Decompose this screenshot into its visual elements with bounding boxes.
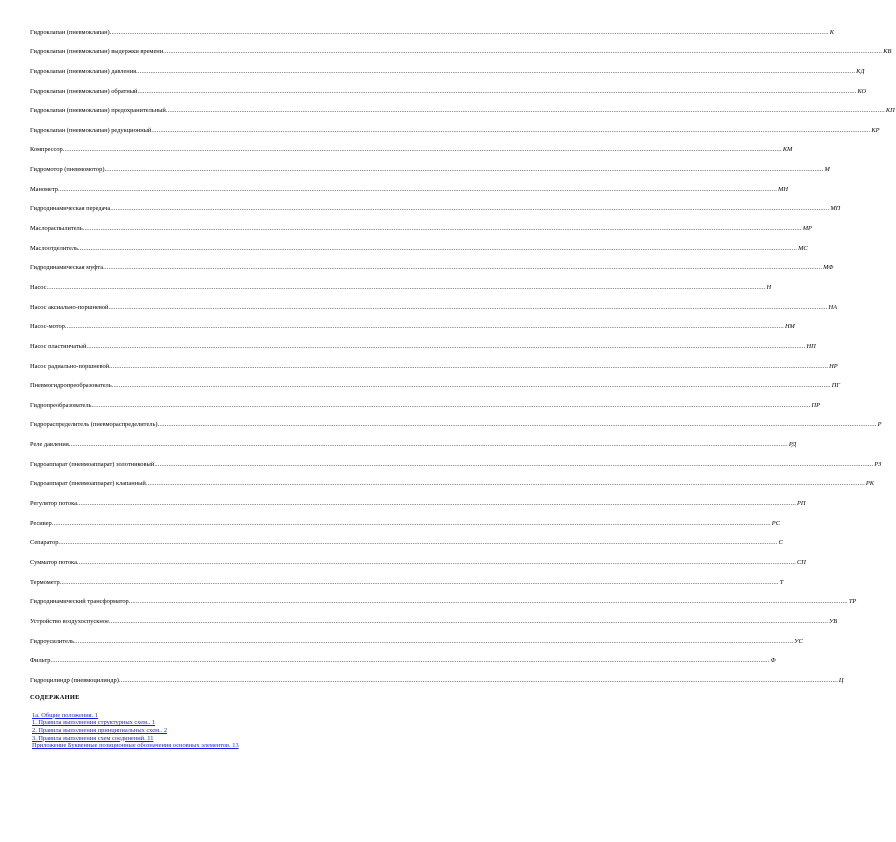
dot-leader: ................................................................................................................................................................................................................................................................................................................................................................................................................ <box>46 283 766 291</box>
designation-row <box>30 292 838 312</box>
designation-row <box>30 371 840 391</box>
element-name: Термометр <box>30 578 60 586</box>
element-name: Маслораспылитель <box>30 225 83 233</box>
element-code: ПГ <box>831 382 840 390</box>
toc-link[interactable]: 2. Правила выполнения принципиальных схем.. 2 <box>32 726 168 734</box>
element-name: Устройство воздухоспускное <box>30 617 109 625</box>
element-code: МН <box>778 185 788 193</box>
element-code: НП <box>806 342 816 350</box>
designation-row <box>30 174 788 194</box>
designation-row <box>30 508 780 528</box>
element-name: Манометр <box>30 185 58 193</box>
toc-link[interactable]: 1. Правила выполнения структурных схем.. 1 <box>32 719 156 727</box>
element-code: МС <box>798 244 808 252</box>
element-name: Гидромотор (пневмомотор) <box>30 166 105 174</box>
toc-link[interactable]: 3. Правила выполнения схем соединений. 11 <box>32 734 154 742</box>
designation-row <box>30 233 808 253</box>
designation-row <box>30 213 812 233</box>
dot-leader: ................................................................................................................................................................................................................................................................................................................................................................................................................ <box>157 421 877 429</box>
dot-leader: ................................................................................................................................................................................................................................................................................................................................................................................................................ <box>86 342 806 350</box>
designation-row <box>30 272 772 292</box>
designation-row <box>30 410 882 430</box>
designation-row <box>30 488 806 508</box>
toc-link[interactable]: 1а. Общие положения. 1 <box>32 711 98 719</box>
dot-leader: ................................................................................................................................................................................................................................................................................................................................................................................................................ <box>110 205 830 213</box>
designation-row <box>30 17 834 37</box>
element-name: Насос аксиально-поршневой <box>30 303 109 311</box>
element-code: КО <box>857 87 867 95</box>
element-code: КВ <box>883 48 892 56</box>
element-name: Насос-мотор <box>30 323 65 331</box>
element-code: Ц <box>838 676 844 684</box>
element-code: ТР <box>848 598 857 606</box>
dot-leader: ................................................................................................................................................................................................................................................................................................................................................................................................................ <box>68 441 788 449</box>
element-code: СП <box>796 558 806 566</box>
designation-row <box>30 429 797 449</box>
designation-list <box>30 17 895 685</box>
dot-leader: ................................................................................................................................................................................................................................................................................................................................................................................................................ <box>163 48 883 56</box>
element-code: КД <box>856 67 865 75</box>
toc-heading: СОДЕРЖАНИЕ <box>30 693 80 701</box>
dot-leader: ................................................................................................................................................................................................................................................................................................................................................................................................................ <box>111 382 831 390</box>
element-code: НР <box>829 362 838 370</box>
designation-row <box>30 646 776 666</box>
element-code: РК <box>865 480 875 488</box>
element-name: Гидроклапан (пневмоклапан) <box>30 28 110 36</box>
designation-row <box>30 96 895 116</box>
dot-leader: ................................................................................................................................................................................................................................................................................................................................................................................................................ <box>151 126 871 134</box>
element-code: РС <box>771 519 780 527</box>
element-name: Компрессор <box>30 146 63 154</box>
element-name: Гидроусилитель <box>30 637 75 645</box>
designation-row <box>30 567 784 587</box>
element-name: Гидрораспределитель (пневмораспределитель) <box>30 421 158 429</box>
designation-row <box>30 587 857 607</box>
dot-leader: ................................................................................................................................................................................................................................................................................................................................................................................................................ <box>137 87 857 95</box>
element-name: Насос радиально-поршневой <box>30 362 110 370</box>
dot-leader: ................................................................................................................................................................................................................................................................................................................................................................................................................ <box>62 146 782 154</box>
element-code: Н <box>766 283 772 291</box>
dot-leader: ................................................................................................................................................................................................................................................................................................................................................................................................................ <box>136 67 856 75</box>
designation-row <box>30 331 816 351</box>
element-name: Гидродинамическая муфта <box>30 264 104 272</box>
designation-row <box>30 154 830 174</box>
element-code: КП <box>885 107 895 115</box>
element-name: Гидроклапан (пневмоклапан) предохранительный <box>30 107 166 115</box>
designation-row <box>30 626 803 646</box>
element-name: Насос <box>30 283 47 291</box>
designation-row <box>30 135 793 155</box>
element-code: ПР <box>811 401 821 409</box>
designation-row <box>30 390 821 410</box>
element-name: Фильтр <box>30 657 51 665</box>
element-name: Реле давления <box>30 441 69 449</box>
dot-leader: ................................................................................................................................................................................................................................................................................................................................................................................................................ <box>108 303 828 311</box>
element-name: Маслоотделитель <box>30 244 78 252</box>
element-code: МФ <box>823 264 834 272</box>
dot-leader: ................................................................................................................................................................................................................................................................................................................................................................................................................ <box>76 500 797 508</box>
dot-leader: ................................................................................................................................................................................................................................................................................................................................................................................................................ <box>91 401 811 409</box>
element-code: Ф <box>770 657 776 665</box>
designation-row <box>30 115 880 135</box>
designation-row <box>30 665 844 685</box>
designation-row <box>30 37 892 57</box>
element-name: Регулятор потока <box>30 500 77 508</box>
element-code: КМ <box>782 146 793 154</box>
designation-row <box>30 528 783 548</box>
element-code: РД <box>788 441 797 449</box>
element-name: Гидроцилиндр (пневмоцилиндр) <box>30 676 119 684</box>
element-name: Насос пластинчатый <box>30 342 87 350</box>
designation-row <box>30 351 838 371</box>
element-name: Пневмогидропреобразователь <box>30 382 112 390</box>
dot-leader: ................................................................................................................................................................................................................................................................................................................................................................................................................ <box>103 264 823 272</box>
element-name: Сепаратор <box>30 539 59 547</box>
dot-leader: ................................................................................................................................................................................................................................................................................................................................................................................................................ <box>64 323 784 331</box>
dot-leader: ................................................................................................................................................................................................................................................................................................................................................................................................................ <box>165 107 885 115</box>
dot-leader: ................................................................................................................................................................................................................................................................................................................................................................................................................ <box>74 637 794 645</box>
element-code: МР <box>802 225 812 233</box>
dot-leader: ................................................................................................................................................................................................................................................................................................................................................................................................................ <box>59 578 779 586</box>
dot-leader: ................................................................................................................................................................................................................................................................................................................................................................................................................ <box>78 244 798 252</box>
dot-leader: ................................................................................................................................................................................................................................................................................................................................................................................................................ <box>51 519 771 527</box>
element-code: УС <box>794 637 803 645</box>
element-name: Гидроаппарат (пневмоаппарат) золотниковый <box>30 460 155 468</box>
element-code: РП <box>797 500 806 508</box>
element-code: РЗ <box>874 460 882 468</box>
element-name: Гидроклапан (пневмоклапан) выдержки времени <box>30 48 164 56</box>
designation-row <box>30 606 838 626</box>
element-code: С <box>778 539 783 547</box>
designation-row <box>30 194 841 214</box>
element-name: Гидроклапан (пневмоклапан) обратный <box>30 87 138 95</box>
element-code: Т <box>779 578 784 586</box>
dot-leader: ................................................................................................................................................................................................................................................................................................................................................................................................................ <box>109 28 829 36</box>
designation-row <box>30 253 834 273</box>
designation-row <box>30 449 882 469</box>
element-code: МП <box>830 205 841 213</box>
dot-leader: ................................................................................................................................................................................................................................................................................................................................................................................................................ <box>145 480 865 488</box>
element-code: НА <box>828 303 838 311</box>
element-name: Гидроклапан (пневмоклапан) редукционный <box>30 126 152 134</box>
dot-leader: ................................................................................................................................................................................................................................................................................................................................................................................................................ <box>154 460 874 468</box>
dot-leader: ................................................................................................................................................................................................................................................................................................................................................................................................................ <box>58 539 778 547</box>
dot-leader: ................................................................................................................................................................................................................................................................................................................................................................................................................ <box>109 362 829 370</box>
element-code: Р <box>877 421 882 429</box>
dot-leader: ................................................................................................................................................................................................................................................................................................................................................................................................................ <box>118 676 838 684</box>
document-page <box>30 17 895 750</box>
element-name: Ресивер <box>30 519 52 527</box>
designation-row <box>30 312 795 332</box>
dot-leader: ................................................................................................................................................................................................................................................................................................................................................................................................................ <box>57 185 778 193</box>
dot-leader: ................................................................................................................................................................................................................................................................................................................................................................................................................ <box>82 225 802 233</box>
element-code: КР <box>871 126 880 134</box>
toc-link[interactable]: Приложение Буквенные позиционные обозначения основных элементов. 13 <box>32 742 239 750</box>
element-name: Гидроклапан (пневмоклапан) давления <box>30 67 137 75</box>
element-code: М <box>824 166 830 174</box>
designation-row <box>30 469 875 489</box>
element-code: К <box>829 28 834 36</box>
element-name: Гидропреобразователь <box>30 401 92 409</box>
element-name: Гидроаппарат (пневмоаппарат) клапанный <box>30 480 146 488</box>
designation-row <box>30 76 867 96</box>
element-name: Гидродинамическая передача <box>30 205 111 213</box>
dot-leader: ................................................................................................................................................................................................................................................................................................................................................................................................................ <box>104 166 824 174</box>
element-name: Сумматор потока <box>30 558 77 566</box>
dot-leader: ................................................................................................................................................................................................................................................................................................................................................................................................................ <box>50 657 770 665</box>
designation-row <box>30 547 806 567</box>
dot-leader: ................................................................................................................................................................................................................................................................................................................................................................................................................ <box>108 617 828 625</box>
dot-leader: ................................................................................................................................................................................................................................................................................................................................................................................................................ <box>128 598 848 606</box>
table-of-contents <box>30 712 352 750</box>
designation-row <box>30 56 865 76</box>
element-code: УВ <box>829 617 838 625</box>
element-code: НМ <box>784 323 795 331</box>
element-name: Гидродинамический трансформатор <box>30 598 129 606</box>
dot-leader: ................................................................................................................................................................................................................................................................................................................................................................................................................ <box>76 558 796 566</box>
